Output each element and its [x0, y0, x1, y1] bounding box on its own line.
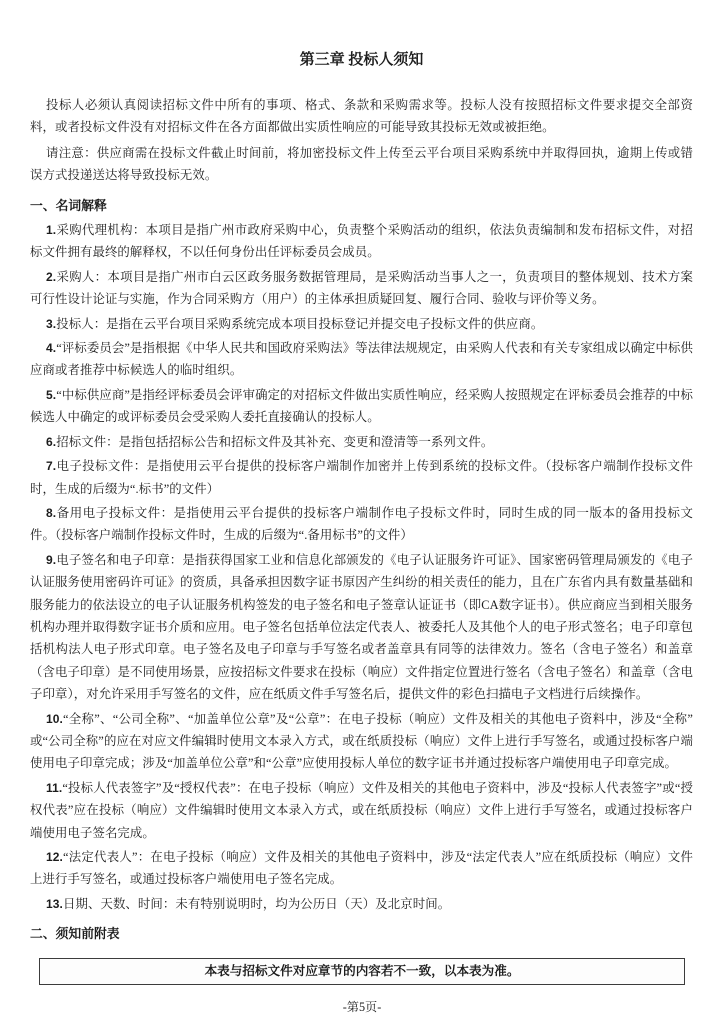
definition-item: [30, 893, 693, 915]
item-text: “投标人代表签字”及“授权代表”：在电子投标（响应）文件及相关的其他电子资料中，涉及“投标人代表签字”或“授权代表”应在投标（响应）文件编辑时使用文本录入方式，或在纸质投标（响应）文件上进行手写签名，或通过投标客户端使用电子签名完成。: [30, 780, 693, 840]
item-text: “法定代表人”：在电子投标（响应）文件及相关的其他电子资料中，涉及“法定代表人”应在纸质投标（响应）文件上进行手写签名，或通过投标客户端使用电子签名完成。: [30, 850, 693, 887]
item-number: 3.: [46, 316, 57, 331]
item-number: 5.: [46, 387, 57, 402]
item-text: 备用电子投标文件：是指使用云平台提供的投标客户端制作电子投标文件时，同时生成的同一版本的备用投标文件。（投标客户端制作投标文件时，生成的后缀为“.备用标书”的文件）: [30, 505, 693, 543]
item-number: 7.: [46, 459, 57, 474]
intro-section: [30, 94, 693, 187]
definition-item: [30, 502, 693, 547]
intro-paragraph-1: 投标人必须认真阅读招标文件中所有的事项、格式、条款和采购需求等。投标人没有按照招标文件要求提交全部资料，或者投标文件没有对招标文件在各方面都做出实质性响应的可能导致其投标无效或被拒绝。: [30, 98, 693, 135]
intro-paragraph-2: 请注意：供应商需在投标文件截止时间前，将加密投标文件上传至云平台项目采购系统中并取得回执，逾期上传或错误方式投递送达将导致投标无效。: [30, 145, 693, 183]
item-text: 采购代理机构：本项目是指广州市政府采购中心，负责整个采购活动的组织，依法负责编制和发布招标文件，对招标文件拥有最终的解释权，不以任何身份出任评标委员会成员。: [30, 223, 693, 260]
precedence-notice-box: [39, 958, 685, 985]
item-number: 1.: [46, 223, 57, 238]
definition-item: [30, 455, 693, 500]
item-text: “中标供应商”是指经评标委员会评审确定的对招标文件做出实质性响应，经采购人按照规定在评标委员会推荐的中标候选人中确定的或评标委员会受采购人委托直接确认的投标人。: [30, 387, 693, 425]
section-heading-data-sheet: 二、须知前附表: [30, 927, 120, 942]
item-text: 采购人：本项目是指广州市白云区政务服务数据管理局，是采购活动当事人之一，负责项目的整体规划、技术方案可行性设计论证与实施，作为合同采购方（用户）的主体承担质疑回复、履行合同、验收与评价等义务。: [30, 269, 693, 307]
item-text: 招标文件：是指包括招标公告和招标文件及其补充、变更和澄清等一系列文件。: [56, 434, 494, 449]
definition-item: [30, 384, 693, 429]
item-number: 11.: [46, 780, 63, 795]
item-number: 12.: [46, 850, 63, 864]
item-text: 电子投标文件：是指使用云平台提供的投标客户端制作加密并上传到系统的投标文件。（投标客户端制作投标文件时，生成的后缀为“.标书”的文件）: [30, 459, 693, 496]
definition-item: [30, 549, 693, 706]
page-title: 第三章 投标人须知: [299, 52, 424, 68]
definition-item: [30, 777, 693, 844]
item-text: 投标人：是指在云平台项目采购系统完成本项目投标登记并提交电子投标文件的供应商。: [56, 316, 544, 331]
item-number: 13.: [46, 896, 63, 911]
item-number: 4.: [46, 341, 57, 356]
item-number: 10.: [46, 711, 63, 726]
item-text: “全称”、“公司全称”、“加盖单位公章”及“公章”：在电子投标（响应）文件及相关的其他电子资料中，涉及“全称”或“公司全称”的应在对应文件编辑时使用文本录入方式，或在纸质投标（响应）文件上进行手写签名，或通过投标客户端使用电子印章完成；涉及“加盖单位公章”和“公章”应使用投标人单位的数字证书并通过投标客户端使用电子印章完成。: [30, 711, 693, 771]
page-number: -第5页-: [342, 1000, 382, 1014]
definition-item: [30, 219, 693, 264]
definition-item: [30, 337, 693, 382]
item-number: 8.: [46, 505, 57, 520]
item-text: 日期、天数、时间：未有特别说明时，均为公历日（天）及北京时间。: [62, 896, 451, 911]
precedence-notice-text: 本表与招标文件对应章节的内容若不一致，以本表为准。: [204, 963, 520, 978]
definition-item: [30, 313, 693, 335]
definition-item: [30, 431, 693, 453]
definition-item: [30, 708, 693, 775]
item-number: 6.: [46, 434, 57, 449]
definitions-list: [30, 219, 693, 915]
definition-item: [30, 846, 693, 891]
item-number: 2.: [46, 269, 57, 284]
definition-item: [30, 266, 693, 311]
section-heading-definitions: 一、名词解释: [30, 198, 107, 213]
item-number: 9.: [46, 552, 57, 567]
item-text: “评标委员会”是指根据《中华人民共和国政府采购法》等法律法规规定，由采购人代表和有关专家组成以确定中标供应商或者推荐中标候选人的临时组织。: [30, 341, 693, 378]
item-text: 电子签名和电子印章：是指获得国家工业和信息化部颁发的《电子认证服务许可证》、国家密码管理局颁发的《电子认证服务使用密码许可证》的资质，具备承担因数字证书原因产生纠纷的相关责任的能力，且在广东省内具有数量基础和服务能力的依法设立的电子认证服务机构签发的电子签名和电子签章认证证书（即CA数字证书）。供应商应当到相关服务机构办理并取得数字证书介质和应用。电子签名包括单位法定代表人、被委托人及其他个人的电子形式签名；电子印章包括机构法人电子形式印章。电子签名及电子印章与手写签名或者盖章具有同等的法律效力。签名（含电子签名）和盖章（含电子印章）是不同使用场景，应按招标文件要求在投标（响应）文件指定位置进行签名（含电子签名）和盖章（含电子印章），对允许采用手写签名的文件，应在纸质文件手写签名后，提供文件的彩色扫描电子文档进行后续操作。: [30, 552, 693, 702]
